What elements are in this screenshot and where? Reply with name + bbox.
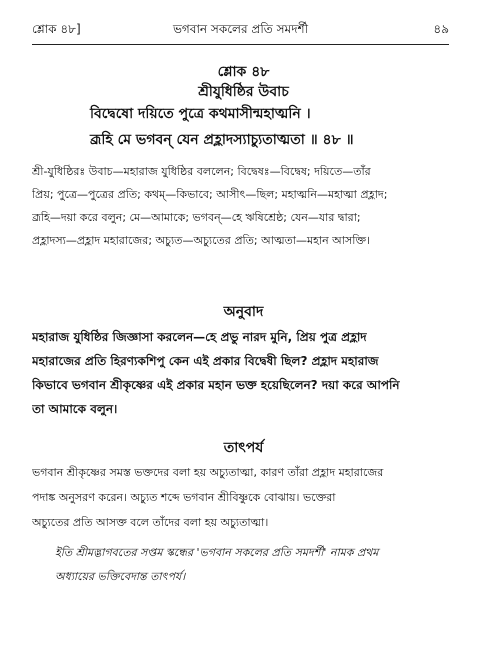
synonym-line: প্রহ্লাদস্য—প্রহ্লাদ মহারাজের; অচ্যুত—অচ্যুতের প্রতি; আত্মতা—মহান আসক্তি। bbox=[32, 234, 371, 247]
translation-line: কিভাবে ভগবান শ্রীকৃষ্ণের এই প্রকার মহান ভক্ত হয়েছিলেন? দয়া করে আপনি bbox=[32, 378, 400, 392]
page-number: ৪৯ bbox=[433, 22, 449, 36]
synonym-line: ব্রূহি—দয়া করে বলুন; মে—আমাকে; ভগবন্—হে ঋষিশ্রেষ্ঠ; যেন—যার দ্বারা; bbox=[32, 211, 361, 224]
header-verse-ref: শ্লোক ৪৮] bbox=[32, 22, 81, 36]
verse-speaker: শ্রীযুধিষ্ঠির উবাচ bbox=[198, 84, 289, 100]
purport-line: অচ্যুতের প্রতি আসক্ত বলে তাঁদের বলা হয় অচ্যুতাত্মা। bbox=[32, 516, 269, 529]
closing-line: অধ্যায়ের ভক্তিবেদান্ত তাৎপর্য। bbox=[55, 570, 186, 583]
purport-line: ভগবান শ্রীকৃষ্ণের সমস্ত ভক্তদের বলা হয় অচ্যুতাত্মা, কারণ তাঁরা প্রহ্লাদ মহারাজের bbox=[32, 466, 384, 479]
purport-line: পদাঙ্ক অনুসরণ করেন। অচ্যুত শব্দে ভগবান শ্রীবিষ্ণুকে বোঝায়। ভক্তেরা bbox=[32, 491, 336, 504]
translation-line: মহারাজ যুধিষ্ঠির জিজ্ঞাসা করলেন—হে প্রভু নারদ মুনি, প্রিয় পুত্র প্রহ্লাদ bbox=[32, 330, 367, 344]
verse-line-2: ব্রূহি মে ভগবন্ যেন প্রহ্লাদস্যাচ্যুতাত্মতা ॥ ৪৮ ॥ bbox=[90, 132, 354, 148]
translation-text bbox=[32, 325, 455, 421]
header-chapter-title: ভগবান সকলের প্রতি সমদর্শী bbox=[172, 22, 309, 36]
header-divider bbox=[32, 44, 449, 45]
running-header bbox=[32, 18, 449, 40]
translation-heading: অনুবাদ bbox=[223, 304, 264, 320]
translation-line: তা আমাকে বলুন। bbox=[32, 402, 118, 416]
purport-heading: তাৎপর্য bbox=[223, 440, 264, 456]
synonym-line: শ্রী-যুধিষ্ঠিরঃ উবাচ—মহারাজ যুধিষ্ঠির বললেন; বিদ্বেষঃ—বিদ্বেষ; দয়িতে—তাঁর bbox=[32, 165, 371, 178]
verse-number-heading: শ্লোক ৪৮ bbox=[217, 64, 270, 80]
purport-text bbox=[32, 460, 455, 535]
translation-line: মহারাজের প্রতি হিরণ্যকশিপু কেন এই প্রকার বিদ্বেষী ছিল? প্রহ্লাদ মহারাজ bbox=[32, 354, 379, 368]
closing-line: ইতি শ্রীমদ্ভাগবতের সপ্তম স্কন্ধের 'ভগবান সকলের প্রতি সমদর্শী' নামক প্রথম bbox=[55, 546, 379, 559]
chapter-closing-note bbox=[55, 541, 455, 589]
verse-line-1: বিদ্বেষো দয়িতে পুত্রে কথমাসীন্মহাত্মনি । bbox=[90, 106, 311, 122]
synonym-line: প্রিয়; পুত্রে—পুত্রের প্রতি; কথম্—কিভাবে; আসীৎ—ছিল; মহাত্মনি—মহাত্মা প্রহ্লাদ; bbox=[32, 188, 388, 201]
word-synonyms bbox=[32, 160, 455, 252]
